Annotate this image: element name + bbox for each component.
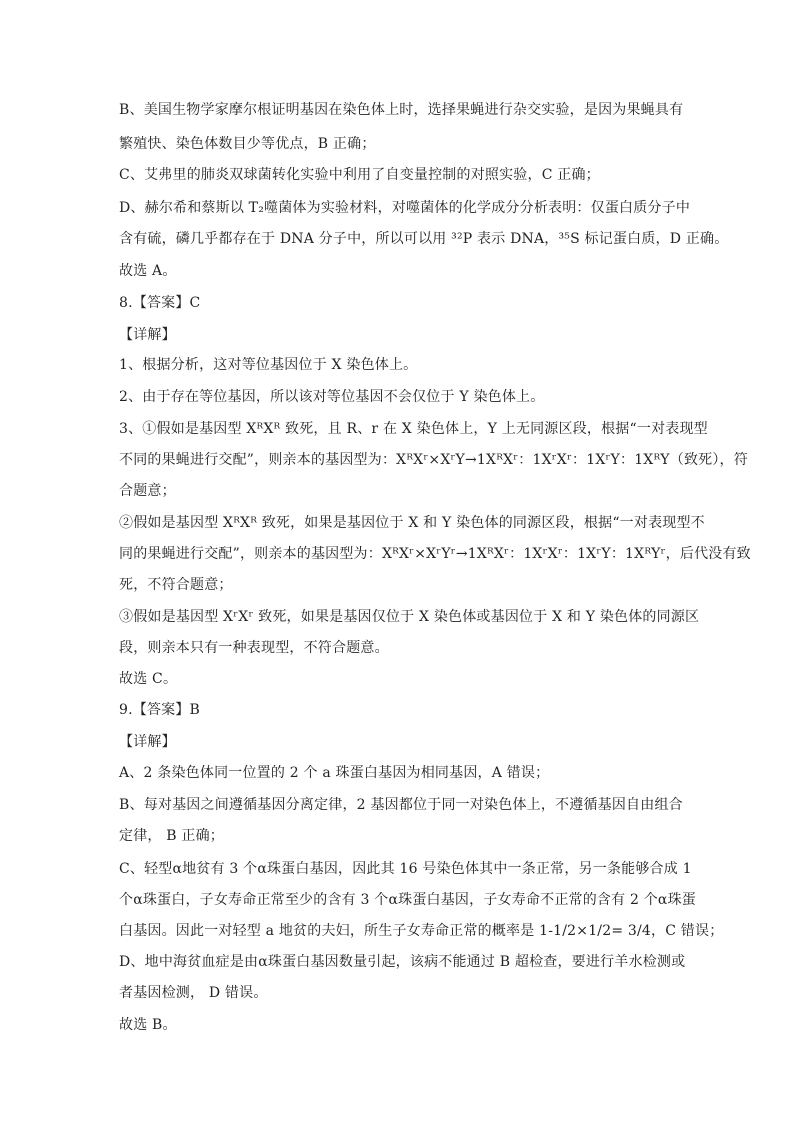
text-line: 段，则亲本只有一种表现型，不符合题意。 [119, 640, 389, 656]
text-line: 个α珠蛋白，子女寿命正常至少的含有 3 个α珠蛋白基因，子女寿命不正常的含有 2 个α珠蛋 [119, 892, 696, 908]
text-line: 2、由于存在等位基因，所以该对等位基因不会仅位于 Y 染色体上。 [119, 389, 545, 405]
text-line: 1、根据分析，这对等位基因位于 X 染色体上。 [119, 357, 418, 373]
answer-heading: 8.【答案】C [119, 295, 201, 311]
text-line: 同的果蝇进行交配”，则亲本的基因型为：XᴿXʳ×XʳYʳ→1XᴿXʳ：1XʳXʳ：1XʳY：1XᴿYʳ，后代没有致 [119, 546, 751, 562]
text-line: 白基因。因此一对轻型 a 地贫的夫妇，所生子女寿命正常的概率是 1-1/2×1/2= 3/4，C 错误； [119, 923, 724, 939]
text-line: C、轻型α地贫有 3 个α珠蛋白基因，因此其 16 号染色体其中一条正常，另一条能够合成 1 [119, 861, 692, 877]
text-line: 死，不符合题意； [119, 577, 233, 593]
text-line: 不同的果蝇进行交配”，则亲本的基因型为：XᴿXʳ×XʳY→1XᴿXʳ：1XʳXʳ：1XʳY：1XᴿY（致死），符 [119, 452, 748, 468]
text-line: 故选 C。 [119, 671, 178, 687]
text-line: 合题意； [119, 483, 176, 499]
detail-heading: 【详解】 [119, 734, 176, 750]
text-line: 定律， B 正确； [119, 828, 224, 844]
detail-heading: 【详解】 [119, 327, 176, 343]
text-line: ②假如是基因型 XᴿXᴿ 致死，如果是基因位于 X 和 Y 染色体的同源区段，根据“一对表现型不 [119, 515, 705, 531]
answer-heading: 9.【答案】B [119, 702, 201, 718]
text-line: D、赫尔希和蔡斯以 T₂噬菌体为实验材料，对噬菌体的化学成分分析表明：仅蛋白质分子中 [119, 200, 691, 216]
text-line: B、美国生物学家摩尔根证明基因在染色体上时，选择果蝇进行杂交实验，是因为果蝇具有 [119, 102, 684, 118]
text-line: B、每对基因之间遵循基因分离定律，2 基因都位于同一对染色体上，不遵循基因自由组合 [119, 797, 683, 813]
text-line: C、艾弗里的肺炎双球菌转化实验中利用了自变量控制的对照实验，C 正确； [119, 167, 600, 183]
text-line: 故选 A。 [119, 263, 177, 279]
text-line: 含有硫，磷几乎都存在于 DNA 分子中，所以可以用 ³²P 表示 DNA，³⁵S 标记蛋白质，D 正确。 [119, 231, 729, 247]
text-line: D、地中海贫血症是由α珠蛋白基因数量引起，该病不能通过 B 超检查，要进行羊水检测或 [119, 954, 686, 970]
text-line: 者基因检测， D 错误。 [119, 985, 268, 1001]
text-line: 故选 B。 [119, 1017, 177, 1033]
text-line: ③假如是基因型 XʳXʳ 致死，如果是基因仅位于 X 染色体或基因位于 X 和 Y 染色体的同源区 [119, 609, 700, 625]
text-line: 繁殖快、染色体数目少等优点，B 正确； [119, 136, 376, 152]
text-line: 3、①假如是基因型 XᴿXᴿ 致死，且 R、r 在 X 染色体上，Y 上无同源区段，根据“一对表现型 [119, 421, 708, 437]
text-line: A、2 条染色体同一位置的 2 个 a 珠蛋白基因为相同基因，A 错误； [119, 765, 550, 781]
